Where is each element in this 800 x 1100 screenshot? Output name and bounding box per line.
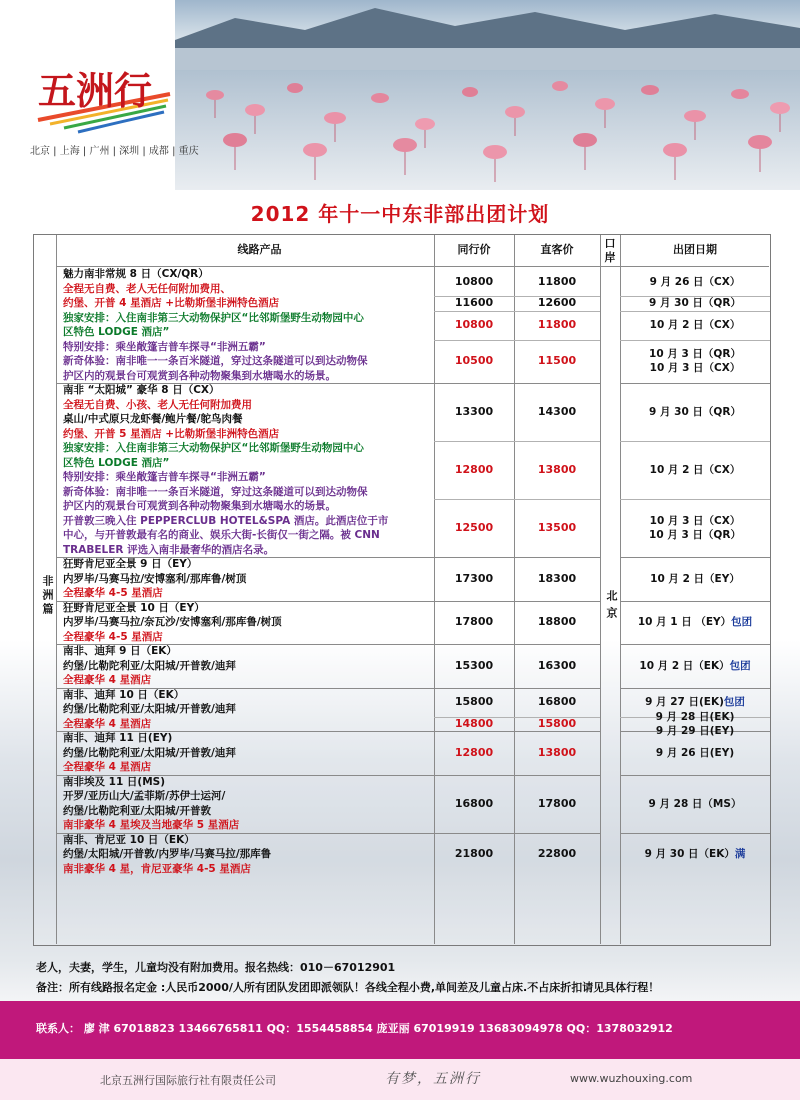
page-title: 2012 年十一中东非部出团计划	[250, 202, 550, 226]
grid-hline-sub	[620, 441, 770, 442]
svg-text:五洲行: 五洲行	[38, 68, 153, 113]
trade-price: 10800	[454, 318, 494, 331]
departure-date-text: 9 月 30 日（QR）	[649, 406, 741, 418]
trade-price: 11600	[454, 296, 494, 310]
trade-price: 17300	[454, 571, 494, 585]
grid-hline-group	[620, 833, 770, 834]
departure-date-text: 10 月 3 日（CX）	[649, 515, 741, 527]
direct-price: 11500	[537, 354, 577, 368]
direct-price: 13500	[537, 521, 577, 534]
route-description-line: 全程豪华 4 星酒店	[63, 761, 152, 773]
direct-price: 18300	[537, 571, 577, 585]
route-description-line: 狂野肯尼亚全景 9 日（EY）	[63, 558, 198, 570]
trade-price: 14800	[454, 716, 494, 730]
route-description-line: 全程豪华 4-5 星酒店	[63, 587, 163, 599]
departure-dates	[620, 296, 770, 310]
grid-hline-sub	[620, 499, 770, 500]
departure-date	[620, 659, 770, 673]
route-description-line: 区特色 LODGE 酒店”	[63, 456, 170, 469]
route-description-line: 南非埃及 11 日(MS)	[63, 775, 166, 788]
route-description-line: 独家安排：入住南非第三大动物保护区“比邻斯堡野生动物园中心	[63, 442, 364, 454]
footer-line-1: 老人，夫妻，学生，儿童均没有附加费用。报名热线：010－67012901	[36, 961, 396, 974]
schedule-table	[33, 234, 771, 946]
company-name: 北京五洲行国际旅行社有限责任公司	[100, 1074, 276, 1087]
departure-dates	[620, 405, 770, 419]
departure-date-text: 9 月 26 日（CX）	[649, 275, 741, 288]
grid-vline-section	[56, 235, 57, 944]
departure-date-text: 9 月 30 日（EK）	[644, 848, 735, 861]
section-label: 非洲篇	[41, 575, 54, 617]
departure-dates	[620, 710, 770, 738]
route-description-line: 约堡/比勒陀利亚/太阳城/开普敦	[63, 804, 212, 817]
route-description-line: 南非、迪拜 9 日（EK）	[63, 645, 177, 657]
route-description-line: 开普敦三晚入住 PEPPERCLUB HOTEL&SPA 酒店。此酒店位于市	[63, 514, 389, 527]
direct-price: 15800	[537, 716, 577, 730]
direct-price: 14300	[537, 405, 577, 418]
departure-date-text: 10 月 2 日（EY）	[650, 572, 740, 585]
direct-price: 13800	[537, 463, 577, 476]
tour-status-tag: 包团	[731, 616, 753, 629]
website-link[interactable]: www.wuzhouxing.com	[570, 1072, 693, 1085]
route-description-line: TRABELER 评选入南非最奢华的酒店名录。	[63, 543, 275, 556]
grid-hline-group	[620, 688, 770, 689]
slogan: 有梦，五洲行	[385, 1071, 481, 1087]
grid-hline-sub	[434, 499, 600, 500]
departure-date-text: 10 月 2 日（CX）	[649, 464, 741, 476]
departure-dates	[620, 463, 770, 477]
trade-price: 15800	[454, 695, 494, 708]
departure-dates	[620, 347, 770, 375]
trade-price: 15300	[454, 658, 494, 672]
grid-hline-group	[620, 775, 770, 776]
route-description-line: 特别安排：乘坐敞篷吉普车探寻“非洲五霸”	[63, 471, 266, 483]
grid-vline-direct	[514, 235, 515, 944]
grid-hline-sub	[434, 311, 600, 312]
route-description-line: 南非、迪拜 11 日(EY)	[63, 732, 173, 744]
direct-price: 18800	[537, 615, 577, 629]
route-description-line: 魅力南非常规 8 日（CX/QR）	[63, 268, 209, 280]
route-description-line: 桌山/中式原只龙虾餐/鲍片餐/鸵鸟肉餐	[63, 413, 243, 425]
departure-date-text: 9 月 26 日(EY)	[655, 746, 735, 759]
trade-price: 12800	[454, 463, 494, 476]
brand-cities: 北京 | 上海 | 广州 | 深圳 | 成都 | 重庆	[30, 146, 199, 157]
departure-dates	[620, 572, 770, 586]
direct-price: 22800	[537, 847, 577, 861]
port-value: 北京	[605, 590, 618, 624]
header-route: 线路产品	[237, 243, 282, 256]
grid-hline-sub	[620, 311, 770, 312]
departure-dates	[620, 797, 770, 811]
grid-hline-group	[620, 601, 770, 602]
departure-dates	[620, 847, 770, 861]
route-description-line: 内罗毕/马赛马拉/奈瓦沙/安博塞利/那库鲁/树顶	[63, 616, 282, 628]
banner-photo	[175, 0, 800, 190]
departure-dates	[620, 695, 770, 709]
route-description-line: 南非、迪拜 10 日（EK）	[63, 688, 185, 701]
departure-dates	[620, 514, 770, 542]
route-description-line: 全程豪华 4 星酒店	[63, 674, 152, 686]
grid-hline-group	[620, 644, 770, 645]
departure-date	[620, 514, 770, 528]
route-description-line: 约堡/太阳城/开普敦/内罗毕/马赛马拉/那库鲁	[63, 848, 272, 860]
trade-price: 21800	[454, 847, 494, 861]
direct-price: 11800	[537, 274, 577, 288]
trade-price: 16800	[454, 796, 494, 810]
route-description-line: 全程豪华 4 星酒店	[63, 717, 152, 730]
trade-price: 12800	[454, 745, 494, 759]
tour-status-tag: 包团	[723, 696, 745, 708]
departure-date-text: 10 月 2 日（CX）	[649, 319, 741, 331]
departure-dates	[620, 615, 770, 629]
departure-date-text: 10 月 3 日（QR）	[649, 348, 741, 361]
tour-status-tag: 包团	[729, 659, 751, 672]
route-description-line: 南非 “太阳城” 豪华 8 日（CX）	[63, 384, 220, 396]
grid-hline-sub	[434, 340, 600, 341]
direct-price: 17800	[537, 796, 577, 810]
departure-date	[620, 710, 770, 724]
route-description-line: 护区内的观景台可观赏到各种动物聚集到水塘喝水的场景。	[63, 500, 336, 512]
departure-date	[620, 347, 770, 361]
brand-logo	[30, 60, 180, 135]
departure-date	[620, 572, 770, 586]
departure-date-text: 9 月 29 日(EY)	[655, 724, 735, 737]
departure-date	[620, 724, 770, 738]
departure-date-text: 9 月 27 日(EK)	[645, 696, 724, 708]
departure-date	[620, 615, 770, 629]
grid-hline-sub	[620, 340, 770, 341]
header-port: 口岸	[604, 237, 616, 264]
departure-date	[620, 405, 770, 419]
departure-date-text: 10 月 3 日（QR）	[649, 529, 741, 541]
trade-price: 10800	[454, 274, 494, 288]
route-description-line: 约堡/比勒陀利亚/太阳城/开普敦/迪拜	[63, 746, 236, 759]
departure-date-text: 9 月 28 日（MS）	[648, 797, 742, 810]
departure-date-text: 10 月 1 日 （EY）	[637, 616, 732, 629]
grid-hline-sub	[434, 441, 600, 442]
route-description-line: 南非豪华 4 星，肯尼亚豪华 4-5 星酒店	[63, 862, 251, 875]
header-departure: 出团日期	[673, 243, 717, 256]
departure-date	[620, 275, 770, 289]
departure-date	[620, 361, 770, 375]
departure-date-text: 10 月 3 日（CX）	[649, 362, 741, 375]
departure-dates	[620, 318, 770, 332]
departure-date	[620, 463, 770, 477]
route-description-line: 全程豪华 4-5 星酒店	[63, 630, 163, 643]
direct-price: 16300	[537, 658, 577, 672]
trade-price: 13300	[454, 405, 494, 418]
route-description-line: 约堡、开普 5 星酒店 +比勒斯堡非洲特色酒店	[63, 427, 280, 440]
departure-date	[620, 528, 770, 542]
departure-date	[620, 296, 770, 310]
trade-price: 10500	[454, 354, 494, 368]
direct-price: 13800	[537, 745, 577, 759]
header-direct-price: 直客价	[540, 243, 574, 256]
route-description-line: 全程无自费、小孩、老人无任何附加费用	[63, 398, 252, 411]
departure-dates	[620, 746, 770, 760]
departure-date-text: 9 月 28 日(EK)	[655, 710, 735, 723]
departure-dates	[620, 659, 770, 673]
footer-notes	[36, 958, 659, 998]
route-description-line: 约堡、开普 4 星酒店 +比勒斯堡非洲特色酒店	[63, 297, 280, 309]
direct-price: 12600	[537, 296, 577, 310]
footer-line-2: 备注：所有线路报名定金 :人民币2000/人所有团队发团即派领队！各线全程小费,单间差及儿童占床.不占床折扣请见具体行程！	[36, 981, 660, 994]
route-description-line: 狂野肯尼亚全景 10 日（EY）	[63, 601, 205, 614]
departure-date	[620, 847, 770, 861]
route-description-line: 南非、肯尼亚 10 日（EK）	[63, 833, 195, 846]
route-description-line: 南非豪华 4 星埃及当地豪华 5 星酒店	[63, 819, 240, 831]
departure-date	[620, 318, 770, 332]
route-description-line: 内罗毕/马赛马拉/安博塞利/那库鲁/树顶	[63, 572, 247, 585]
departure-date-text: 9 月 30 日（QR）	[649, 297, 741, 310]
departure-date	[620, 695, 770, 709]
direct-price: 11800	[537, 318, 577, 331]
route-description-line: 区特色 LODGE 酒店”	[63, 326, 170, 338]
route-description-line: 约堡/比勒陀利亚/太阳城/开普敦/迪拜	[63, 703, 236, 715]
departure-dates	[620, 275, 770, 289]
brand-block	[30, 60, 199, 160]
grid-hline-group	[620, 383, 770, 384]
grid-hline-group	[620, 557, 770, 558]
departure-date	[620, 797, 770, 811]
contact-info: 联系人： 廖 津 67018823 13466765811 QQ：1554458854 庞亚丽 67019919 13683094978 QQ：1378032912	[36, 1022, 673, 1035]
route-description-line: 新奇体验：南非唯一一条百米隧道，穿过这条隧道可以到达动物保	[63, 355, 368, 367]
header-trade-price: 同行价	[457, 243, 491, 256]
route-description-line: 新奇体验：南非唯一一条百米隧道，穿过这条隧道可以到达动物保	[63, 485, 368, 498]
departure-date	[620, 746, 770, 760]
route-description-line: 中心，与开普敦最有名的商业、娱乐大街-长街仅一街之隔。被 CNN	[63, 529, 380, 541]
route-description-line: 独家安排：入住南非第三大动物保护区“比邻斯堡野生动物园中心	[63, 311, 364, 324]
route-description-line: 护区内的观景台可观赏到各种动物聚集到水塘喝水的场景。	[63, 369, 336, 382]
trade-price: 12500	[454, 521, 494, 534]
trade-price: 17800	[454, 615, 494, 629]
direct-price: 16800	[537, 695, 577, 708]
route-description-line: 全程无自费、老人无任何附加费用、	[63, 282, 231, 295]
tour-status-tag: 满	[734, 848, 746, 861]
route-description-line: 开罗/亚历山大/孟菲斯/苏伊士运河/	[63, 790, 226, 802]
route-description-line: 约堡/比勒陀利亚/太阳城/开普敦/迪拜	[63, 659, 236, 672]
grid-vline-dates	[620, 235, 621, 944]
departure-date-text: 10 月 2 日（EK）	[639, 659, 730, 672]
route-description-line: 特别安排：乘坐敞篷吉普车探寻“非洲五霸”	[63, 340, 266, 353]
